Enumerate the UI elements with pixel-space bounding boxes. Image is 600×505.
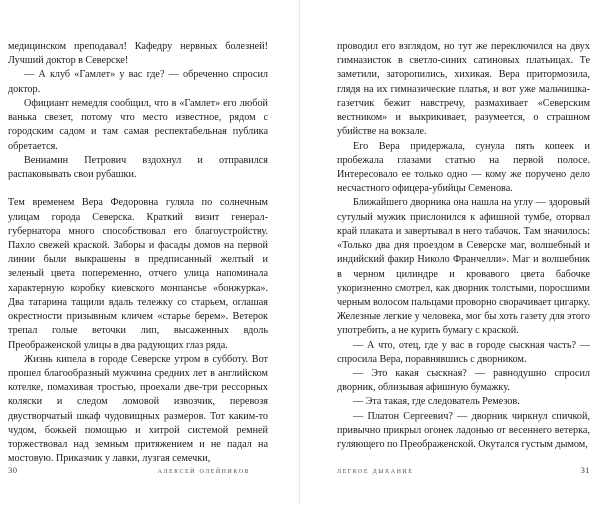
paragraph: Тем временем Вера Федоровна гуляла по солнечным улицам города Северска. Краткий визит генерал-губернатора много способствовал его благоустройству. Пахло свежей краской. Заборы и фасады домов на первой линии были выкрашены в предписанный желтый и зеленый цвета попеременно, отчего улица напоминала характерную коробку киевского монпансье «бонжурка». Два татарина тащили вдаль тележку со старьем, оглашая окрестности призывным кличем «старье берем». Ветерок трепал голые веточки лип, высаженных вдоль Преображенской улицы в два радующих глаз ряда. bbox=[8, 197, 268, 351]
left-page-footer bbox=[8, 459, 268, 505]
left-page-textblock bbox=[8, 40, 268, 467]
paragraph: — Платон Сергеевич? — дворник чиркнул спичкой, привычно прикрыл огонек ладонью от весеннего ветерка, гуляющего по Преображенской. Окутался густым дымом, bbox=[337, 410, 590, 451]
paragraph: Официант немедля сообщил, что в «Гамлет» его любой ванька свезет, потому что место известное, рядом с городским садом и там самая респектабельная публика обретается. bbox=[8, 97, 268, 152]
paragraph: медицинском преподавал! Кафедру нервных болезней! Лучший доктор в Северске! bbox=[8, 41, 268, 67]
paragraph: Жизнь кипела в городе Северске утром в субботу. Вот прошел благообразный мужчина средних лет в английском котелке, помахивая тростью, проехали две-три рессорных коляски и следом ломовой извозчик, перевозя двустворчатый шкаф чудовищных размеров. Тот каким-то чудом, божьей помощью и хитрой системой ремней торжествовал над земным притяжением и не падал на мостовую. Приказчик у лавки, лузгая семечки, bbox=[8, 353, 268, 465]
left-footer-row bbox=[8, 465, 268, 475]
paragraph: — Это какая сыскная? — равнодушно спросил дворник, облизывая афишную бумажку. bbox=[337, 368, 590, 394]
page-number-right: 31 bbox=[580, 465, 590, 475]
paragraph: — Эта такая, где следователь Ремезов. bbox=[353, 396, 520, 408]
paragraph: проводил его взглядом, но тут же переключился на двух гимназисток в светло-синих сатиновых платьицах. Те заметили, заторопились, хихикая. Вера притормозила, глядя на их гимназические платья, и вот уже мальчишка-газетчик бежит навстречу, размахивает «Северским вестником» и выкрикивает, разумеется, о страшном убийстве на вокзале. bbox=[337, 41, 590, 138]
paragraph: Вениамин Петрович вздохнул и отправился распаковывать свои рубашки. bbox=[8, 154, 268, 180]
right-footer-row bbox=[337, 465, 590, 475]
section-break bbox=[8, 182, 268, 196]
page-number-left: 30 bbox=[8, 465, 18, 475]
right-page bbox=[300, 0, 600, 505]
paragraph: Ближайшего дворника она нашла на углу — здоровый сутулый мужик прислонился к афишной тумбе, оторвал край плаката и завертывал в него табачок. Там значилось: «Только два дня проездом в Северске маг, волшебный и индийский факир Николо Франчелли». Маг и волшебник в черном цилиндре и кровавого цвета бабочке укоризненно смотрел, как дворник толстыми, поросшими черным волосом пальцами проворно сворачивает цигарку. Железные легкие у человека, мог бы хоть газету для этого употребить, а не курить бумагу с краской. bbox=[337, 197, 590, 337]
paragraph: Его Вера придержала, сунула пять копеек и пробежала глазами статью на первой полосе. Интересовало ее только одно — кому же поручено дело несчастного офицера-убийцы Семенова. bbox=[337, 140, 590, 195]
right-page-textblock bbox=[337, 40, 590, 452]
running-head-author: алексей олейников bbox=[157, 466, 250, 475]
right-page-footer bbox=[337, 459, 590, 505]
paragraph: — А клуб «Гамлет» у вас где? — обреченно спросил доктор. bbox=[8, 69, 268, 95]
paragraph: — А что, отец, где у вас в городе сыскная часть? — спросила Вера, поравнявшись с дворником. bbox=[337, 339, 590, 365]
running-head-title: легкое дыхание bbox=[337, 466, 414, 475]
